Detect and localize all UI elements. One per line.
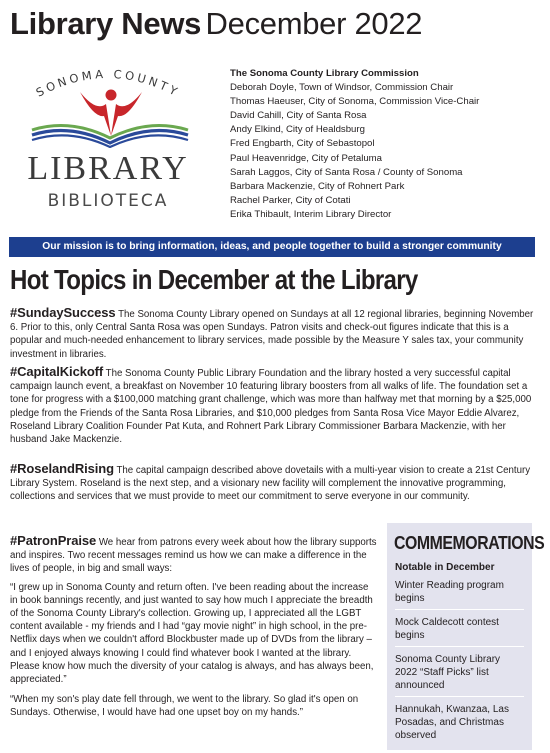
section-text: The Sonoma County Public Library Foundation and the library hosted a very successful capital campaign launch event, a breakfast on November 10 featuring library boosters from all walks of life. The foundation set a tone for progress with a $100,000 matching grant challenge, which was more than halfway met that morning by a $25,000 pledge from the Friends of the Santa Rosa Libraries, and $10,000 pledges from Santa Rosa Vice Mayor Eddie Alvarez, Roseland Library Coalition Founder Pat Kuta, and Rohnert Park Library Commissioner Barbara Mackenzie, with her husband Jake Mackenzie.	[10, 368, 532, 446]
section-text: The capital campaign described above dovetails with a multi-year vision to create a 21st Century Library System. Roseland is the next step, and a visionary new facility will complement the innovative programming, collections and services that we must provide to meet our commitment to serve everyone in our community.	[10, 465, 531, 503]
commission-member: Sarah Laggos, City of Santa Rosa / County of Sonoma	[230, 166, 463, 178]
roseland-rising-section	[10, 462, 538, 504]
patron-quote: “I grew up in Sonoma County and return often. I've been reading about the increase in book bannings recently, and just wanted to say how much I appreciate the breadth of the Sonoma County Library's collection. Growing up, I appreciated all the LGBT content available - my friends and I had “gay movie night” in high school, in the pre-Netflix days when we couldn't afford Blockbuster made up of DVDs from the library – and I enjoyed always knowing I could find whatever book I wanted at the library. Please know how much the diversity of your catalog is always, and has always been, appreciated.”	[10, 581, 374, 686]
patron-praise-section	[10, 534, 378, 727]
commission-member: Rachel Parker, City of Cotati	[230, 194, 351, 206]
open-book-icon	[30, 120, 190, 148]
commission-member: Andy Elkind, City of Healdsburg	[230, 124, 365, 136]
commission-member: David Cahill, City of Santa Rosa	[230, 110, 367, 122]
hashtag: #RoselandRising	[10, 461, 114, 476]
commemoration-item: Sonoma County Library 2022 “Staff Picks” list announced	[395, 654, 501, 691]
patron-quote: “When my son's play date fell through, we went to the library. So glad it's open on Sundays. Otherwise, I would have had one upset boy on my hands.”	[10, 694, 359, 719]
masthead-title: Library News	[10, 6, 202, 41]
commission-title: The Sonoma County Library Commission	[230, 68, 419, 79]
logo-county-text: SONOMA COUNTY	[33, 66, 183, 100]
divider	[395, 609, 524, 610]
divider	[395, 696, 524, 697]
commemorations-title: COMMEMORATIONS	[394, 533, 545, 553]
hashtag: #CapitalKickoff	[10, 364, 104, 379]
capital-kickoff-section	[10, 365, 538, 446]
commission-member: Deborah Doyle, Town of Windsor, Commission Chair	[230, 82, 454, 94]
commemorations-subtitle: Notable in December	[395, 562, 495, 573]
logo-biblioteca-text: BIBLIOTECA	[47, 191, 169, 211]
sunday-success-section	[10, 306, 538, 361]
library-logo	[10, 58, 206, 228]
commemoration-item: Mock Caldecott contest begins	[395, 617, 499, 641]
section-text: We hear from patrons every week about how the library supports and inspires. Two recent messages remind us how we can make a difference in the lives of people, in big and small ways:	[10, 537, 377, 575]
masthead-date: December 2022	[205, 6, 423, 41]
logo-library-text: LIBRARY	[27, 150, 189, 187]
divider	[395, 646, 524, 647]
hot-topics-heading: Hot Topics in December at the Library	[10, 264, 418, 295]
commemorations-sidebar	[387, 523, 545, 750]
masthead	[10, 8, 422, 39]
section-text: The Sonoma County Library opened on Sundays at all 12 regional libraries, beginning November 6. Prior to this, only Central Santa Rosa was open Sundays. Patron visits and check-out figures indicate that this is a popular and much-needed enhancement to library services, made possible by the Measure Y sales tax, your community investment in libraries.	[10, 309, 534, 360]
commission-member: Fred Engbarth, City of Sebastopol	[230, 138, 375, 150]
mission-banner: Our mission is to bring information, ideas, and people together to build a stronger community	[9, 237, 535, 257]
commission-member: Thomas Haeuser, City of Sonoma, Commission Vice-Chair	[230, 96, 480, 108]
commemoration-item: Winter Reading program begins	[395, 580, 504, 604]
commission-member: Erika Thibault, Interim Library Director	[230, 208, 392, 220]
hashtag: #SundaySuccess	[10, 305, 116, 320]
commemoration-item: Hannukah, Kwanzaa, Las Posadas, and Christmas observed	[395, 704, 509, 741]
hashtag: #PatronPraise	[10, 533, 97, 548]
commission-member: Barbara Mackenzie, City of Rohnert Park	[230, 180, 405, 192]
commission-list	[230, 67, 530, 222]
commission-member: Paul Heavenridge, City of Petaluma	[230, 152, 382, 164]
